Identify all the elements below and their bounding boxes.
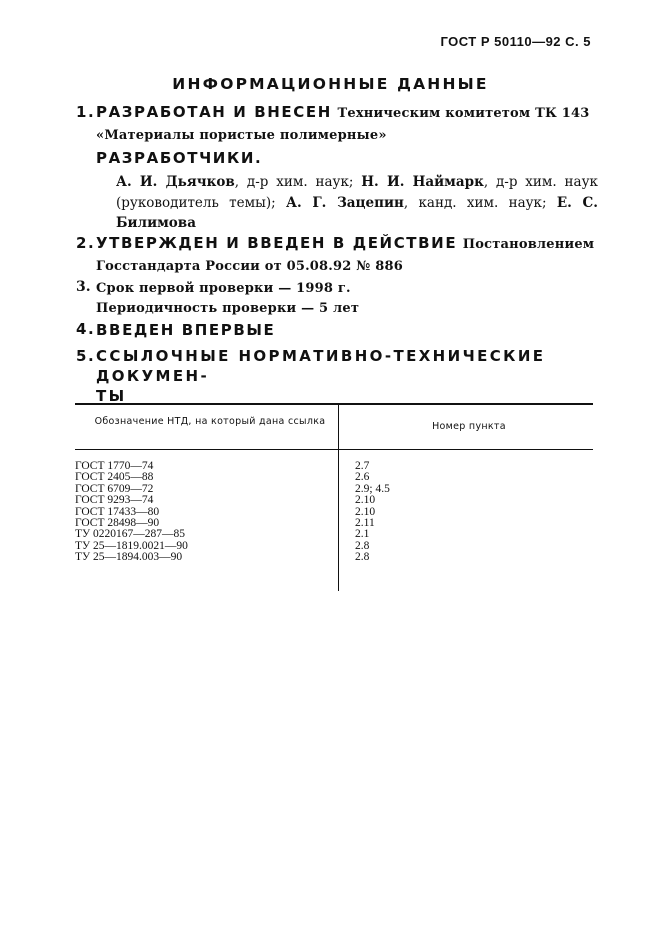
- section-title: ИНФОРМАЦИОННЫЕ ДАННЫЕ: [172, 75, 489, 93]
- info-item-4: [76, 320, 596, 339]
- table-row: [75, 552, 593, 563]
- developers-list: [116, 172, 598, 234]
- cell-document: ГОСТ 17433—80: [75, 505, 160, 518]
- item-number: 4.: [76, 320, 96, 338]
- item-heading: ССЫЛОЧНЫЕ НОРМАТИВНО-ТЕХНИЧЕСКИЕ ДОКУМЕН-: [96, 347, 546, 385]
- table-header-document: Обозначение НТД, на который дана ссылка: [94, 416, 326, 427]
- info-item-5: [76, 346, 596, 406]
- info-item-3: [76, 278, 596, 318]
- cell-item-number: 2.1: [355, 528, 370, 541]
- developer-name: Е. С. Билимова: [116, 194, 598, 231]
- info-item-1: [76, 102, 596, 146]
- reference-table-body: [75, 461, 593, 564]
- item-text: Срок первой проверки — 1998 г.: [96, 281, 351, 296]
- cell-document: ТУ 25—1819.0021—90: [75, 539, 188, 552]
- cell-document: ГОСТ 2405—88: [75, 471, 154, 484]
- developer-name: А. И. Дьячков: [116, 174, 235, 190]
- info-item-2: [76, 233, 596, 277]
- item-heading: ВВЕДЕН ВПЕРВЫЕ: [96, 321, 276, 339]
- table-row: [75, 495, 593, 506]
- cell-item-number: 2.11: [355, 516, 375, 529]
- cell-document: ГОСТ 6709—72: [75, 482, 154, 495]
- item-number: 1.: [76, 103, 96, 121]
- developer-name: Н. И. Наймарк: [361, 174, 484, 190]
- developer-name: А. Г. Зацепин: [285, 194, 404, 211]
- cell-document: ТУ 0220167—287—85: [75, 528, 186, 541]
- cell-document: ГОСТ 1770—74: [75, 460, 154, 472]
- cell-item-number: 2.7: [355, 460, 370, 472]
- cell-item-number: 2.8: [355, 551, 370, 564]
- table-header-rule: [75, 449, 593, 450]
- cell-document: ТУ 25—1894.003—90: [75, 551, 183, 564]
- item-text: «Материалы пористые полимерные»: [96, 128, 387, 143]
- cell-document: ГОСТ 28498—90: [75, 516, 160, 529]
- item-text: Периодичность проверки — 5 лет: [96, 301, 360, 316]
- item-number: 5.: [76, 347, 96, 365]
- item-text: Постановлением: [462, 237, 595, 252]
- cell-item-number: 2.10: [355, 494, 376, 507]
- cell-item-number: 2.8: [355, 539, 370, 552]
- cell-item-number: 2.9; 4.5: [355, 482, 390, 495]
- item-text: Госстандарта России от 05.08.92 № 886: [96, 259, 404, 274]
- page-header-code: ГОСТ Р 50110—92 С. 5: [440, 34, 591, 49]
- table-header-item-number: Номер пункта: [432, 421, 506, 432]
- item-number: 2.: [76, 234, 96, 252]
- cell-item-number: 2.6: [355, 471, 370, 484]
- cell-document: ГОСТ 9293—74: [75, 494, 154, 507]
- item-heading: УТВЕРЖДЕН И ВВЕДЕН В ДЕЙСТВИЕ: [96, 234, 458, 252]
- cell-item-number: 2.10: [355, 505, 376, 518]
- developers-title: РАЗРАБОТЧИКИ.: [96, 149, 263, 167]
- item-text: Техническим комитетом ТК 143: [337, 106, 590, 121]
- developer-role: , д-р хим. наук;: [234, 174, 362, 190]
- item-heading: ТЫ: [96, 387, 127, 405]
- item-number: 3.: [76, 279, 91, 295]
- developer-role: , д-р хим. наук (руководитель темы);: [116, 174, 598, 211]
- developer-role: , канд. хим. наук;: [403, 194, 557, 211]
- table-top-rule: [75, 403, 593, 405]
- item-heading: РАЗРАБОТАН И ВНЕСЕН: [96, 103, 332, 121]
